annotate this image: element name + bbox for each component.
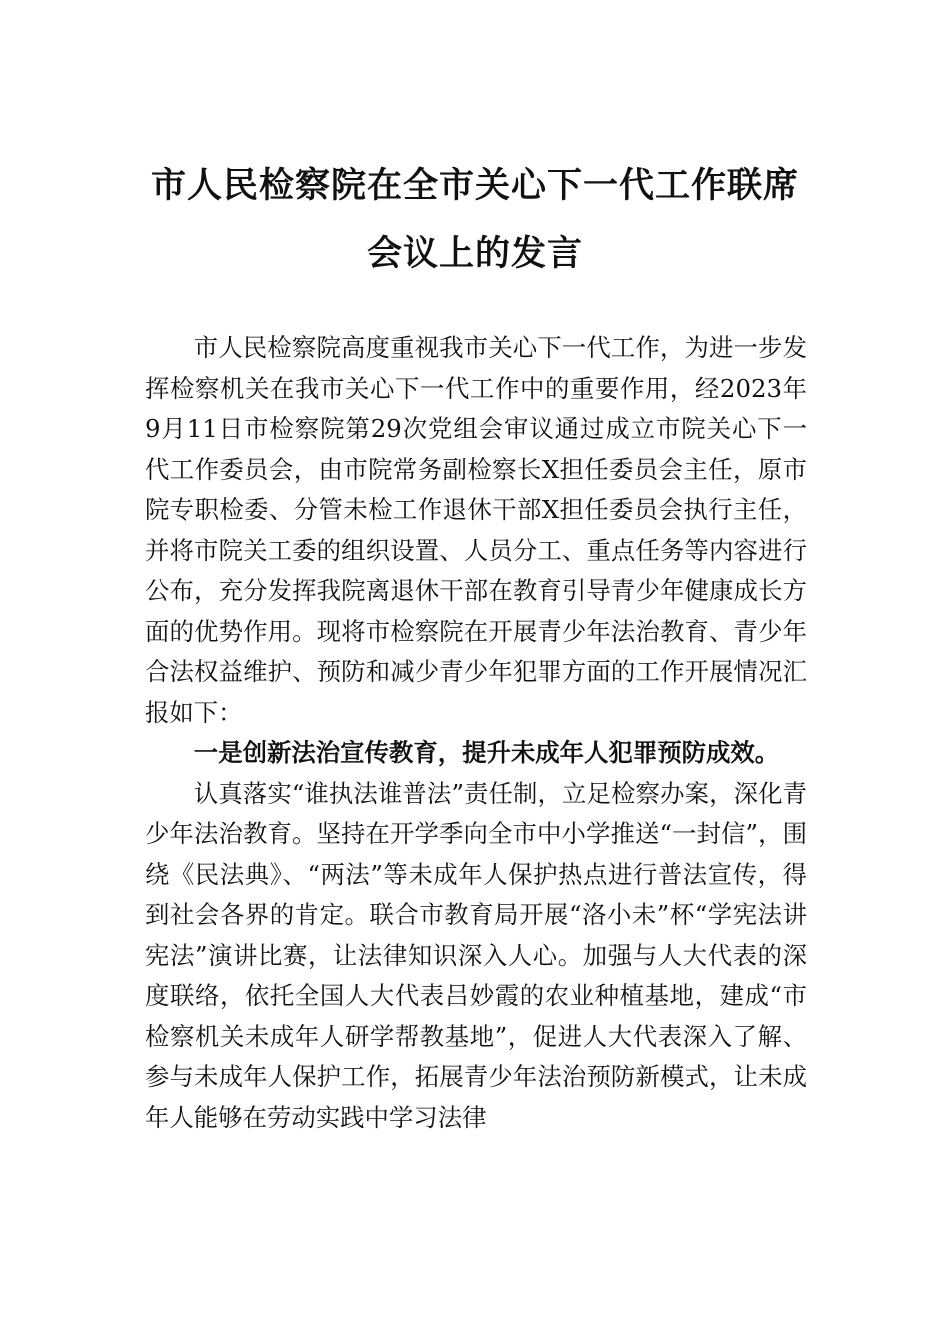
document-title-line-1: 市人民检察院在全市关心下一代工作联席 xyxy=(150,165,799,206)
document-body xyxy=(145,328,807,1138)
section-paragraph: 认真落实“谁执法谁普法”责任制，立足检察办案，深化青少年法治教育。坚持在开学季向全市中小学推送“一封信”，围绕《民法典》、“两法”等未成年人保护热点进行普法宣传，得到社会各界的肯定。联合市教育局开展“洛小未”杯“学宪法讲宪法”演讲比赛，让法律知识深入人心。加强与人大代表的深度联络，依托全国人大代表吕妙霞的农业种植基地，建成“市检察机关未成年人研学帮教基地”，促进人大代表深入了解、参与未成年人保护工作，拓展青少年法治预防新模式，让未成年人能够在劳动实践中学习法律 xyxy=(145,778,807,1132)
document-title-line-2: 会议上的发言 xyxy=(366,233,583,274)
section-heading: 一是创新法治宣传教育，提升未成年人犯罪预防成效。 xyxy=(193,738,780,767)
intro-paragraph: 市人民检察院高度重视我市关心下一代工作，为进一步发挥检察机关在我市关心下一代工作中的重要作用，经2023年9月11日市检察院第29次党组会审议通过成立市院关心下一代工作委员会，由市院常务副检察长X担任委员会主任，原市院专职检委、分管未检工作退休干部X担任委员会执行主任，并将市院关工委的组织设置、人员分工、重点任务等内容进行公布，充分发挥我院离退休干部在教育引导青少年健康成长方面的优势作用。现将市检察院在开展青少年法治教育、青少年合法权益维护、预防和减少青少年犯罪方面的工作开展情况汇报如下： xyxy=(145,333,807,727)
